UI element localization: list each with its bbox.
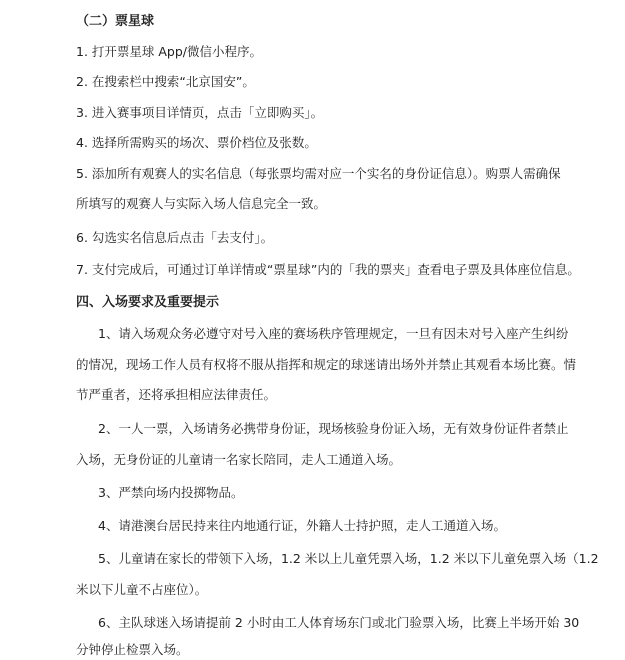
rule-4: 4、请港澳台居民持来往内地通行证，外籍人士持护照，走人工通道入场。 [98,518,506,533]
step-1: 1. 打开票星球 App/微信小程序。 [76,44,263,59]
step-2: 2. 在搜索栏中搜索“北京国安”。 [76,74,255,89]
step-4: 4. 选择所需购买的场次、票价档位及张数。 [76,135,317,150]
rule-5-line-1: 5、儿童请在家长的带领下入场，1.2 米以上儿童凭票入场，1.2 米以下儿童免票入场（1.2 [98,551,599,566]
step-6: 6. 勾选实名信息后点击「去支付」。 [76,230,274,245]
step-5-line-1: 5. 添加所有观赛人的实名信息（每张票均需对应一个实名的身份证信息）。购票人需确保 [76,166,561,181]
rule-1-line-1: 1、请入场观众务必遵守对号入座的赛场秩序管理规定，一旦有因未对号入座产生纠纷 [98,326,569,341]
step-7: 7. 支付完成后，可通过订单详情或“票星球”内的「我的票夹」查看电子票及具体座位信息。 [76,262,580,277]
rule-1-line-3: 节严重者，还将承担相应法律责任。 [76,387,277,402]
section-heading-entry-requirements: 四、入场要求及重要提示 [76,295,220,310]
section-heading-piaoxingqiu: （二）票星球 [76,14,155,29]
rule-6-line-2: 分钟停止检票入场。 [76,642,189,657]
rule-1-line-2: 的情况，现场工作人员有权将不服从指挥和规定的球迷请出场外并禁止其观看本场比赛。情 [76,357,577,372]
rule-5-line-2: 米以下儿童不占座位）。 [76,582,208,597]
rule-2-line-2: 入场，无身份证的儿童请一名家长陪同，走人工通道入场。 [76,452,402,467]
rule-2-line-1: 2、一人一票，入场请务必携带身份证，现场核验身份证入场，无有效身份证件者禁止 [98,421,569,436]
rule-6-line-1: 6、主队球迷入场请提前 2 小时由工人体育场东门或北门验票入场，比赛上半场开始 30 [98,615,580,630]
rule-3: 3、严禁向场内投掷物品。 [98,485,244,500]
step-5-line-2: 所填写的观赛人与实际入场人信息完全一致。 [76,196,327,211]
step-3: 3. 进入赛事项目详情页，点击「立即购买」。 [76,105,324,120]
